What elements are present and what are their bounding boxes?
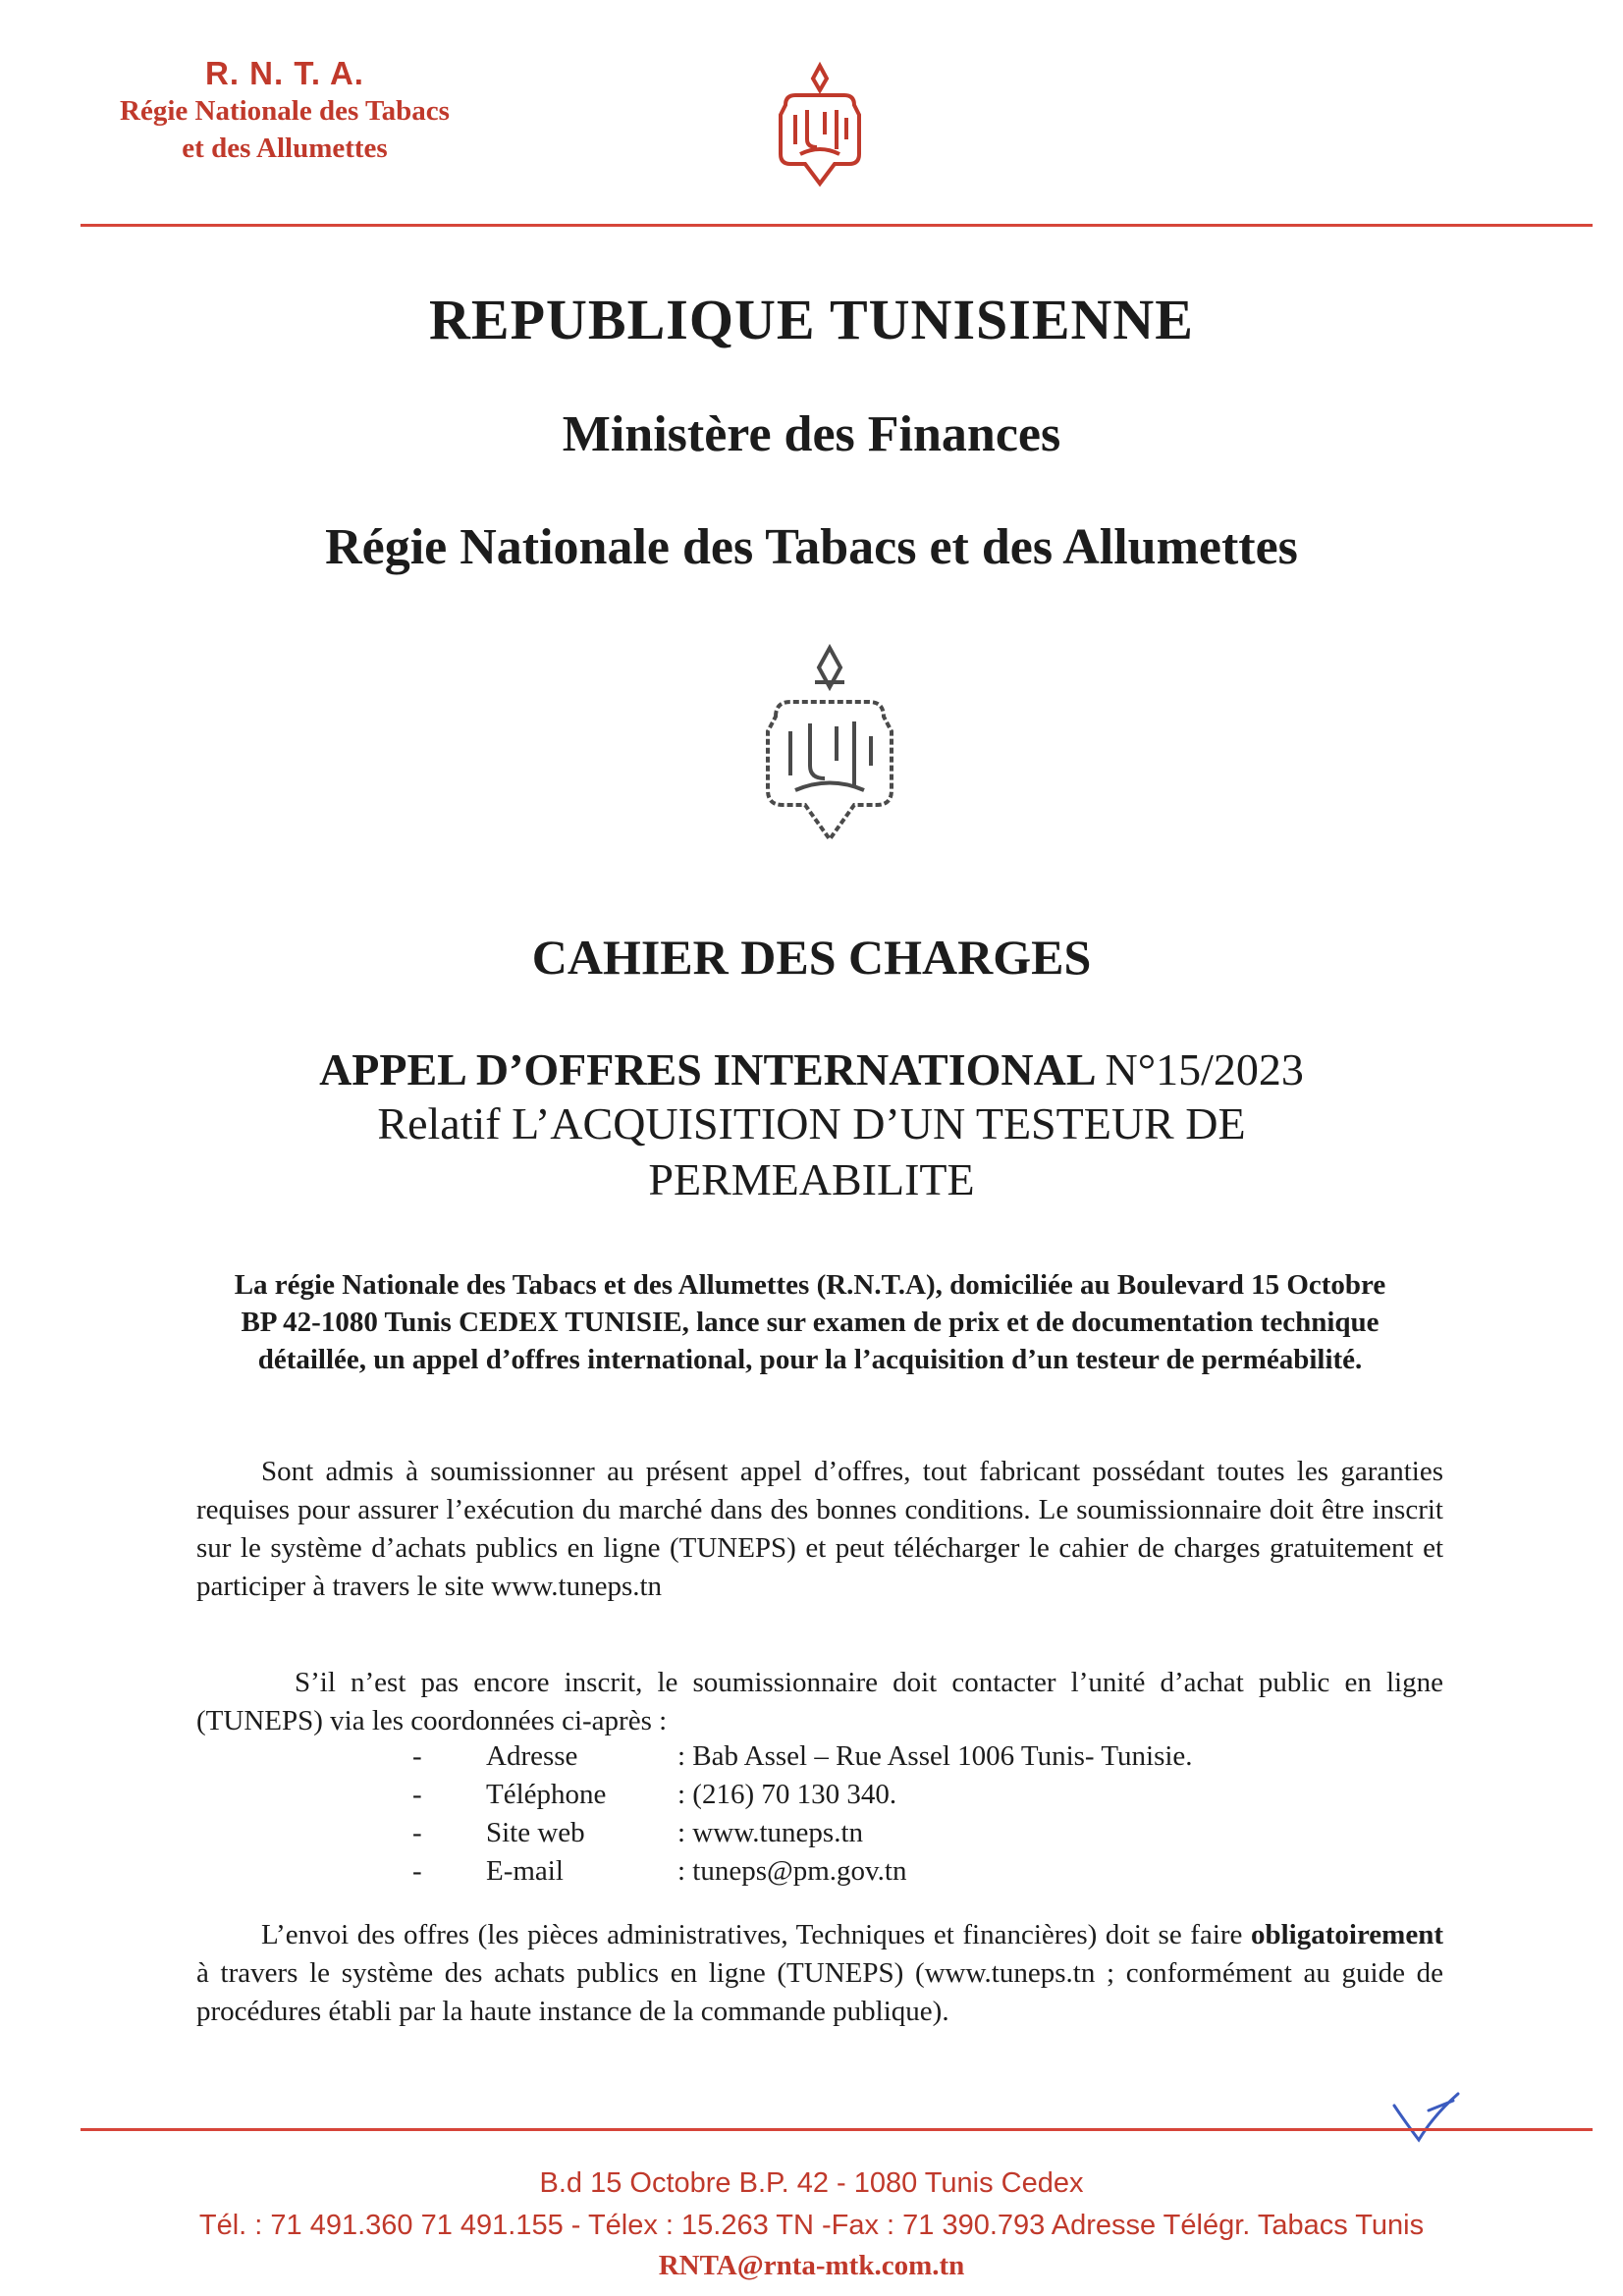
- contact-value: : tuneps@pm.gov.tn: [677, 1855, 907, 1887]
- list-dash: -: [412, 1817, 422, 1848]
- header-divider: [81, 224, 1593, 227]
- list-dash: -: [412, 1779, 422, 1810]
- title-republic: REPUBLIQUE TUNISIENNE: [429, 288, 1194, 351]
- tender-title: [0, 1043, 1623, 1095]
- eligibility-paragraph: Sont admis à soumissionner au présent appel d’offres, tout fabricant possédant toutes les garanties requises pour assurer l’exécution du marché dans des bonnes conditions. Le soumissionnaire doit être inscrit sur le système d’achats publics en ligne (TUNEPS) et peut télécharger le cahier de charges gratuitement et participer à travers le site www.tuneps.tn: [196, 1456, 1443, 1602]
- footer-email: RNTA@rnta-mtk.com.tn: [658, 2250, 965, 2281]
- contact-row-address: [412, 1737, 1193, 1776]
- contact-label: Téléphone: [486, 1779, 607, 1810]
- contact-row-phone: [412, 1776, 1193, 1814]
- submission-text-after: à travers le système des achats publics en ligne (TUNEPS) (www.tuneps.tn ; conformément au guide de procédures établi par la haute instance de la commande publique).: [196, 1957, 1443, 2027]
- org-abbreviation: R. N. T. A.: [205, 55, 364, 91]
- footer-contacts: Tél. : 71 491.360 71 491.155 - Télex : 15.263 TN -Fax : 71 390.793 Adresse Télégr. Tabacs Tunis: [198, 2210, 1425, 2241]
- footer-address: B.d 15 Octobre B.P. 42 - 1080 Tunis Cedex: [539, 2167, 1084, 2199]
- tender-label: APPEL D’OFFRES INTERNATIONAL: [319, 1044, 1106, 1095]
- contact-row-website: [412, 1814, 1193, 1852]
- contact-list: [412, 1737, 1193, 1891]
- header-organization: [69, 55, 501, 167]
- contact-value: : Bab Assel – Rue Assel 1006 Tunis- Tunisie.: [677, 1740, 1193, 1772]
- handwritten-initial-icon: [1389, 2086, 1468, 2155]
- submission-text-before: L’envoi des offres (les pièces administratives, Techniques et financières) doit se faire: [261, 1919, 1251, 1950]
- org-name-line1: Régie Nationale des Tabacs: [120, 95, 450, 127]
- contact-label: Site web: [486, 1817, 585, 1848]
- contact-value: : (216) 70 130 340.: [677, 1779, 897, 1810]
- contact-value: : www.tuneps.tn: [677, 1817, 864, 1848]
- contact-label: Adresse: [486, 1740, 578, 1772]
- contact-row-email: [412, 1852, 1193, 1891]
- intro-paragraph: La régie Nationale des Tabacs et des Allumettes (R.N.T.A), domiciliée au Boulevard 15 Octobre BP 42-1080 Tunis CEDEX TUNISIE, lance sur examen de prix et de documentation technique détaillée, un appel d’offres international, pour la l’acquisition d’un testeur de perméabilité.: [234, 1269, 1386, 1375]
- title-agency: Régie Nationale des Tabacs et des Allumettes: [325, 519, 1298, 575]
- tender-number: N°15/2023: [1105, 1044, 1304, 1095]
- contact-label: E-mail: [486, 1855, 564, 1887]
- tender-subject-line1: Relatif L’ACQUISITION D’UN TESTEUR DE: [377, 1098, 1246, 1148]
- submission-paragraph: [196, 1916, 1443, 2031]
- title-ministry: Ministère des Finances: [562, 406, 1061, 462]
- document-type: CAHIER DES CHARGES: [531, 930, 1092, 985]
- tender-subject-line2: PERMEABILITE: [648, 1154, 975, 1204]
- list-dash: -: [412, 1855, 422, 1887]
- registration-paragraph: S’il n’est pas encore inscrit, le soumissionnaire doit contacter l’unité d’achat public en ligne (TUNEPS) via les coordonnées ci-après :: [196, 1667, 1443, 1736]
- emblem-logo-icon: [746, 643, 913, 849]
- org-name-line2: et des Allumettes: [182, 133, 388, 164]
- emblem-logo-small-icon: [766, 61, 874, 193]
- list-dash: -: [412, 1740, 422, 1772]
- footer-divider: [81, 2128, 1593, 2131]
- submission-text-bold: obligatoirement: [1251, 1919, 1443, 1950]
